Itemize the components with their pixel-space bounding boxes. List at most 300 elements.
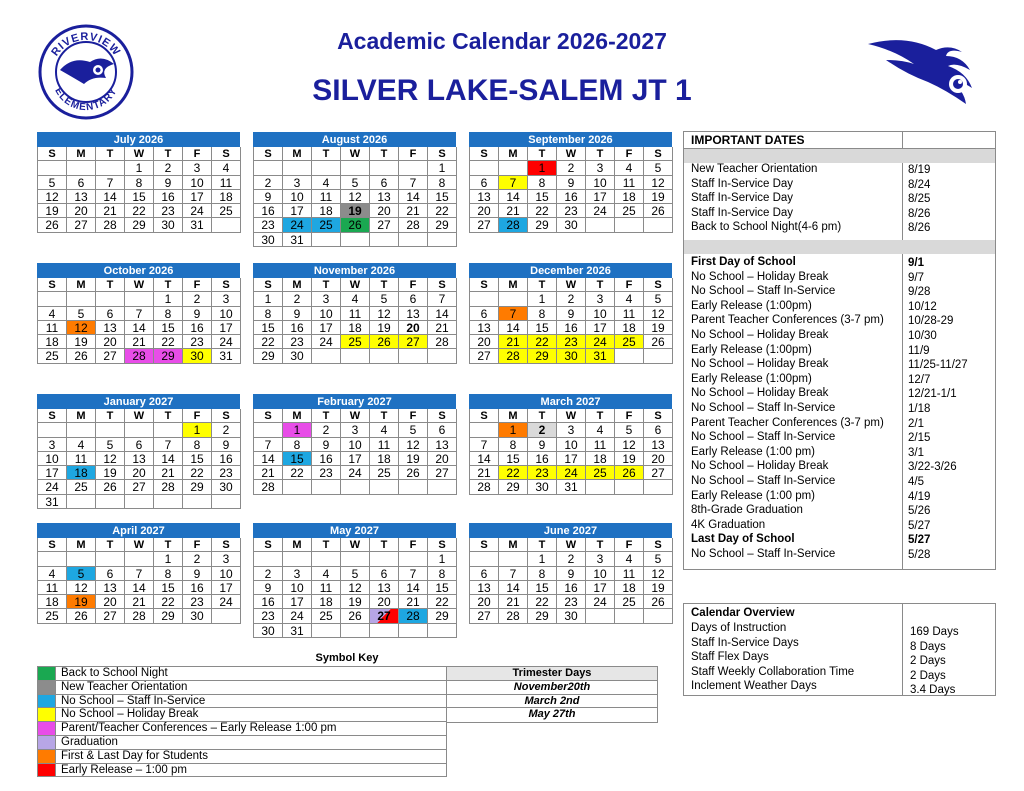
color-swatch (38, 722, 56, 735)
day-cell: 15 (428, 190, 457, 204)
day-cell: 8 (528, 307, 557, 321)
empty-cell (341, 349, 370, 363)
event-name: 4K Graduation (691, 518, 766, 531)
weekday-header: S (212, 538, 241, 552)
weekday-header: T (312, 147, 341, 161)
day-cell: 22 (254, 335, 283, 349)
day-cell: 16 (254, 595, 283, 609)
day-cell: 23 (254, 218, 283, 232)
weekday-header: S (644, 538, 673, 552)
day-cell: 8 (154, 307, 183, 321)
day-cell: 7 (125, 567, 154, 581)
month-5 (469, 263, 672, 364)
weekday-header: S (254, 147, 283, 161)
day-cell: 18 (370, 452, 399, 466)
weekday-header: T (96, 147, 125, 161)
day-cell: 10 (283, 581, 312, 595)
event-date: 9/1 (908, 257, 924, 269)
trimester-date: May 27th (528, 708, 576, 721)
day-cell: 7 (154, 438, 183, 452)
empty-cell (183, 495, 212, 509)
empty-cell (312, 349, 341, 363)
day-cell: 31 (212, 349, 241, 363)
overview-value: 3.4 Days (910, 684, 956, 696)
day-cell: 20 (96, 595, 125, 609)
day-cell: 6 (125, 438, 154, 452)
overview-row (684, 651, 995, 665)
overview-value: 169 Days (910, 626, 959, 638)
weekday-header: W (557, 409, 586, 423)
key-label: Parent/Teacher Conferences – Early Release 1:00 pm (61, 722, 337, 735)
important-date-row (684, 256, 995, 270)
day-cell: 12 (399, 438, 428, 452)
day-cell: 19 (67, 595, 96, 609)
event-date: 12/21-1/1 (908, 388, 957, 401)
day-cell: 31 (283, 233, 312, 247)
weekday-header: T (586, 147, 615, 161)
overview-label: Staff Flex Days (691, 651, 769, 663)
day-cell: 24 (212, 595, 241, 609)
day-cell: 25 (38, 609, 67, 623)
weekday-header: S (38, 409, 67, 423)
day-cell: 19 (67, 335, 96, 349)
weekday-header: S (254, 278, 283, 292)
event-name: No School – Holiday Break (691, 270, 829, 283)
day-cell: 16 (283, 321, 312, 335)
color-swatch (38, 708, 56, 721)
weekday-header: T (154, 409, 183, 423)
event-date: 2/15 (908, 432, 931, 445)
day-cell: 10 (283, 190, 312, 204)
svg-text:RIVERVIEW: RIVERVIEW (49, 30, 123, 59)
day-cell: 1 (254, 292, 283, 306)
weekday-header: F (399, 409, 428, 423)
weekday-header: T (370, 278, 399, 292)
day-cell: 6 (428, 423, 457, 437)
day-cell: 15 (183, 452, 212, 466)
day-cell: 5 (644, 292, 673, 306)
key-label: No School – Holiday Break (61, 708, 199, 721)
weekday-header: F (183, 147, 212, 161)
day-cell: 14 (428, 307, 457, 321)
weekday-header: M (283, 147, 312, 161)
day-cell: 9 (183, 307, 212, 321)
day-cell: 29 (499, 480, 528, 494)
day-cell: 3 (212, 292, 241, 306)
key-label: New Teacher Orientation (61, 680, 188, 693)
day-cell: 25 (615, 595, 644, 609)
day-cell: 3 (312, 292, 341, 306)
day-cell: 22 (154, 335, 183, 349)
important-date-row (684, 358, 995, 372)
day-cell: 30 (154, 218, 183, 232)
day-cell: 16 (557, 321, 586, 335)
weekday-header: S (644, 147, 673, 161)
day-cell: 6 (67, 176, 96, 190)
day-cell: 9 (212, 438, 241, 452)
weekday-header: M (283, 538, 312, 552)
day-cell: 3 (212, 552, 241, 566)
day-cell: 29 (183, 480, 212, 494)
key-row (38, 722, 447, 736)
day-cell: 24 (283, 218, 312, 232)
weekday-header: S (470, 538, 499, 552)
day-cell: 17 (283, 204, 312, 218)
day-cell: 13 (370, 190, 399, 204)
day-cell: 22 (499, 466, 528, 480)
day-cell: 3 (283, 176, 312, 190)
event-date: 2/1 (908, 417, 924, 430)
empty-cell (125, 552, 154, 566)
day-cell: 11 (38, 321, 67, 335)
day-cell: 19 (644, 581, 673, 595)
month-title: May 2027 (253, 523, 456, 538)
weekday-header: T (586, 409, 615, 423)
weekday-header: T (96, 278, 125, 292)
day-cell: 2 (283, 292, 312, 306)
day-cell: 21 (96, 204, 125, 218)
day-cell: 4 (212, 161, 241, 175)
weekday-header: M (67, 538, 96, 552)
empty-cell (586, 480, 615, 494)
day-cell: 14 (499, 581, 528, 595)
day-cell: 8 (183, 438, 212, 452)
empty-cell (370, 349, 399, 363)
day-cell: 22 (183, 466, 212, 480)
day-cell: 10 (212, 567, 241, 581)
day-cell: 26 (644, 204, 673, 218)
day-cell: 14 (96, 190, 125, 204)
day-cell: 7 (254, 438, 283, 452)
day-cell: 28 (499, 349, 528, 363)
month-9 (37, 523, 240, 624)
empty-cell (399, 349, 428, 363)
weekday-header: S (428, 409, 457, 423)
day-cell: 15 (499, 452, 528, 466)
weekday-header: F (399, 147, 428, 161)
important-date-row (684, 431, 995, 445)
day-cell: 5 (67, 567, 96, 581)
weekday-header: T (154, 278, 183, 292)
empty-cell (341, 624, 370, 638)
event-date: 4/19 (908, 490, 931, 503)
color-swatch (38, 764, 56, 777)
day-cell: 16 (212, 452, 241, 466)
day-cell: 16 (528, 452, 557, 466)
day-cell: 13 (370, 581, 399, 595)
event-date: 8/24 (908, 178, 931, 191)
important-date-row (684, 533, 995, 547)
day-cell: 1 (528, 161, 557, 175)
day-cell: 1 (283, 423, 312, 437)
day-cell: 29 (528, 349, 557, 363)
day-cell: 17 (557, 452, 586, 466)
event-name: No School – Staff In-Service (691, 475, 836, 487)
important-date-row (684, 373, 995, 387)
day-cell: 2 (183, 552, 212, 566)
empty-cell (312, 624, 341, 638)
weekday-header: W (125, 147, 154, 161)
day-cell: 22 (528, 595, 557, 609)
day-cell: 5 (341, 567, 370, 581)
weekday-header: M (499, 409, 528, 423)
day-cell: 2 (557, 292, 586, 306)
day-cell: 24 (341, 466, 370, 480)
empty-cell (96, 161, 125, 175)
day-cell: 28 (499, 218, 528, 232)
day-cell: 5 (67, 307, 96, 321)
empty-cell (644, 609, 673, 623)
trimester-date: March 2nd (447, 695, 657, 709)
month-title: September 2026 (469, 132, 672, 147)
day-cell: 27 (125, 480, 154, 494)
day-cell: 11 (67, 452, 96, 466)
empty-cell (38, 292, 67, 306)
important-date-row (684, 417, 995, 431)
day-cell: 3 (341, 423, 370, 437)
day-cell: 28 (470, 480, 499, 494)
empty-cell (644, 349, 673, 363)
weekday-header: W (557, 538, 586, 552)
day-cell: 27 (96, 609, 125, 623)
day-cell: 21 (125, 335, 154, 349)
key-row (38, 736, 447, 750)
day-cell: 24 (312, 335, 341, 349)
empty-cell (38, 552, 67, 566)
day-cell: 2 (557, 161, 586, 175)
weekday-header: S (470, 147, 499, 161)
month-4 (253, 263, 456, 364)
empty-cell (615, 349, 644, 363)
day-cell: 9 (154, 176, 183, 190)
day-cell: 16 (254, 204, 283, 218)
day-cell: 13 (470, 190, 499, 204)
event-name: Back to School Night(4-6 pm) (691, 221, 842, 233)
empty-cell (254, 161, 283, 175)
weekday-header: S (38, 538, 67, 552)
day-cell: 26 (399, 466, 428, 480)
key-row (38, 750, 447, 764)
day-cell: 9 (183, 567, 212, 581)
empty-cell (312, 480, 341, 494)
day-cell: 13 (96, 581, 125, 595)
day-cell: 23 (557, 335, 586, 349)
event-date: 5/27 (908, 534, 931, 547)
day-cell: 16 (557, 581, 586, 595)
day-cell: 1 (428, 552, 457, 566)
empty-cell (283, 552, 312, 566)
weekday-header: T (370, 538, 399, 552)
day-cell: 25 (312, 218, 341, 232)
event-date: 8/25 (908, 193, 931, 205)
day-cell: 18 (341, 321, 370, 335)
empty-cell (615, 218, 644, 232)
month-10 (253, 523, 456, 638)
weekday-header: W (557, 278, 586, 292)
svg-text:ELEMENTARY: ELEMENTARY (52, 85, 120, 114)
day-cell: 4 (615, 552, 644, 566)
weekday-header: S (38, 278, 67, 292)
empty-cell (341, 161, 370, 175)
day-cell: 21 (499, 204, 528, 218)
overview-label: Inclement Weather Days (691, 680, 817, 692)
day-cell: 16 (154, 190, 183, 204)
day-cell: 7 (499, 567, 528, 581)
day-cell: 28 (154, 480, 183, 494)
important-date-row (684, 178, 995, 192)
day-cell: 6 (470, 307, 499, 321)
day-cell: 23 (154, 204, 183, 218)
important-date-row (684, 519, 995, 533)
day-cell: 14 (499, 190, 528, 204)
day-cell: 15 (528, 321, 557, 335)
day-cell: 3 (38, 438, 67, 452)
day-cell: 6 (470, 567, 499, 581)
day-cell: 1 (125, 161, 154, 175)
day-cell: 26 (615, 466, 644, 480)
day-cell: 1 (528, 552, 557, 566)
empty-cell (399, 552, 428, 566)
empty-cell (428, 624, 457, 638)
day-cell: 7 (125, 307, 154, 321)
trimester-date: November20th (447, 681, 657, 695)
day-cell: 20 (96, 335, 125, 349)
day-cell: 31 (283, 624, 312, 638)
month-title: February 2027 (253, 394, 456, 409)
empty-cell (644, 218, 673, 232)
month-title: April 2027 (37, 523, 240, 538)
day-cell: 22 (428, 595, 457, 609)
weekday-header: F (183, 538, 212, 552)
day-cell: 23 (183, 335, 212, 349)
empty-cell (499, 161, 528, 175)
day-cell: 30 (557, 349, 586, 363)
day-cell: 2 (254, 176, 283, 190)
empty-cell (125, 423, 154, 437)
day-cell: 28 (254, 480, 283, 494)
day-cell: 20 (67, 204, 96, 218)
weekday-header: S (212, 409, 241, 423)
weekday-header: S (644, 409, 673, 423)
day-cell: 24 (283, 609, 312, 623)
important-dates-title: IMPORTANT DATES (691, 133, 805, 147)
day-cell: 12 (644, 567, 673, 581)
day-cell: 11 (38, 581, 67, 595)
weekday-header: S (212, 147, 241, 161)
day-cell: 5 (644, 552, 673, 566)
event-name: No School – Holiday Break (691, 329, 829, 341)
day-cell: 20 (428, 452, 457, 466)
day-cell: 14 (125, 581, 154, 595)
month-8 (469, 394, 672, 495)
day-cell: 10 (183, 176, 212, 190)
empty-cell (370, 480, 399, 494)
month-11 (469, 523, 672, 624)
day-cell: 13 (470, 321, 499, 335)
day-cell: 11 (586, 438, 615, 452)
day-cell: 20 (470, 595, 499, 609)
weekday-header: T (586, 278, 615, 292)
event-date: 3/1 (908, 446, 924, 459)
event-name: No School – Staff In-Service (691, 402, 836, 414)
day-cell: 8 (283, 438, 312, 452)
day-cell: 28 (399, 609, 428, 623)
weekday-header: W (341, 538, 370, 552)
day-cell: 6 (470, 176, 499, 190)
weekday-header: T (312, 409, 341, 423)
key-label: Graduation (61, 735, 118, 748)
day-cell: 21 (499, 335, 528, 349)
weekday-header: F (183, 278, 212, 292)
month-title: January 2027 (37, 394, 240, 409)
event-name: Staff In-Service Day (691, 177, 794, 190)
weekday-header: F (615, 147, 644, 161)
day-cell: 21 (399, 595, 428, 609)
event-date: 12/7 (908, 373, 931, 386)
day-cell: 28 (125, 609, 154, 623)
weekday-header: S (428, 278, 457, 292)
color-swatch (38, 736, 56, 749)
day-cell: 31 (38, 495, 67, 509)
day-cell: 15 (254, 321, 283, 335)
empty-cell (312, 552, 341, 566)
day-cell: 7 (499, 307, 528, 321)
day-cell: 11 (370, 438, 399, 452)
day-cell: 16 (183, 321, 212, 335)
day-cell: 7 (96, 176, 125, 190)
empty-cell (38, 423, 67, 437)
event-name: Early Release (1:00pm) (691, 299, 812, 312)
empty-cell (125, 292, 154, 306)
day-cell: 28 (428, 335, 457, 349)
weekday-header: T (96, 409, 125, 423)
day-cell: 13 (96, 321, 125, 335)
empty-cell (644, 480, 673, 494)
day-cell: 14 (499, 321, 528, 335)
day-cell: 9 (312, 438, 341, 452)
event-date: 3/22-3/26 (908, 461, 957, 474)
day-cell: 2 (183, 292, 212, 306)
day-cell: 15 (154, 581, 183, 595)
important-date-row (684, 329, 995, 343)
color-swatch (38, 667, 56, 680)
event-name: Staff In-Service Day (691, 192, 794, 204)
empty-cell (212, 495, 241, 509)
day-cell: 21 (154, 466, 183, 480)
day-cell: 23 (283, 335, 312, 349)
color-swatch (38, 695, 56, 708)
day-cell: 20 (470, 204, 499, 218)
day-cell: 10 (341, 438, 370, 452)
day-cell: 12 (38, 190, 67, 204)
empty-cell (283, 480, 312, 494)
day-cell: 8 (528, 176, 557, 190)
calendar-title: Academic Calendar 2026-2027 (337, 28, 667, 54)
day-cell: 7 (399, 567, 428, 581)
weekday-header: S (644, 278, 673, 292)
weekday-header: W (341, 278, 370, 292)
empty-cell (154, 423, 183, 437)
weekday-header: F (615, 538, 644, 552)
empty-cell (470, 292, 499, 306)
day-cell: 9 (557, 567, 586, 581)
day-cell: 26 (644, 335, 673, 349)
event-name: No School – Staff In-Service (691, 431, 836, 444)
overview-row (684, 680, 995, 694)
month-title: August 2026 (253, 132, 456, 147)
symbol-key (37, 666, 447, 777)
event-name: No School – Staff In-Service (691, 548, 836, 560)
